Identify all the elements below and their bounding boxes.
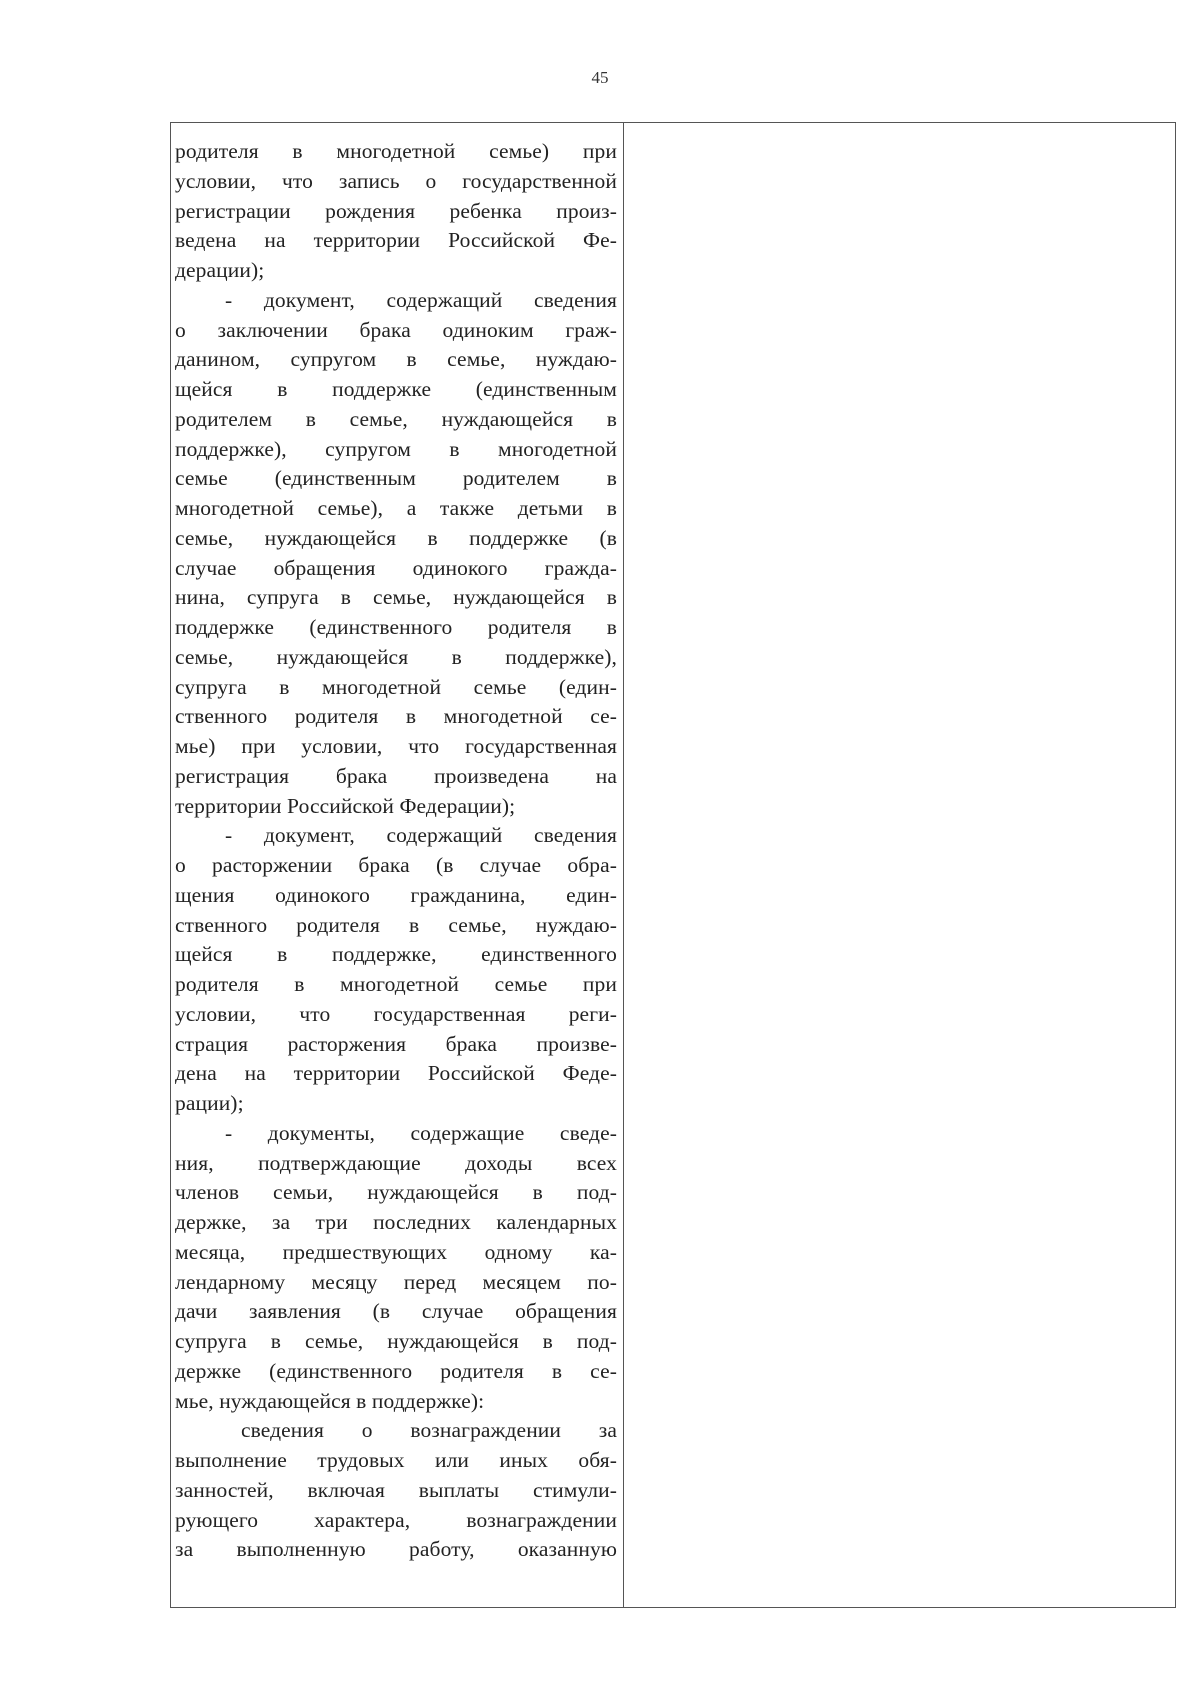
text-line: держке (единственного родителя в се-: [175, 1358, 617, 1383]
text-line: условии, что государственная реги-: [175, 1001, 617, 1026]
text-line: условии, что запись о государственной: [175, 168, 617, 193]
text-line: щения одинокого гражданина, един-: [175, 882, 617, 907]
page-number: 45: [591, 68, 609, 87]
text-line: регистрация брака произведена на: [175, 763, 617, 788]
text-line: сведения о вознаграждении за: [241, 1418, 617, 1443]
text-line: ния, подтверждающие доходы всех: [175, 1150, 617, 1175]
text-line: выполнение трудовых или иных обя-: [175, 1448, 617, 1472]
text-line: щейся в поддержке, единственного: [175, 942, 617, 967]
text-line: ственного родителя в семье, нуждаю-: [175, 912, 617, 937]
text-line: мье) при условии, что государственная: [175, 734, 617, 758]
text-line: семье, нуждающейся в поддержке),: [175, 644, 617, 669]
text-line: дачи заявления (в случае обращения: [175, 1299, 617, 1324]
text-line: семье (единственным родителем в: [175, 466, 617, 491]
text-line: лендарному месяцу перед месяцем по-: [175, 1269, 617, 1294]
text-line: мье, нуждающейся в поддержке):: [175, 1388, 485, 1413]
text-line: щейся в поддержке (единственным: [175, 377, 617, 401]
text-line: данином, супругом в семье, нуждаю-: [175, 347, 617, 372]
right-cell-empty: [625, 123, 1175, 1607]
text-line: поддержке), супругом в многодетной: [175, 436, 617, 461]
text-line: многодетной семье), а также детьми в: [175, 496, 617, 520]
text-line: за выполненную работу, оказанную: [175, 1537, 617, 1562]
text-line: супруга в многодетной семье (един-: [175, 674, 617, 699]
text-line: нина, супруга в семье, нуждающейся в: [175, 585, 617, 610]
text-line: - документы, содержащие сведе-: [225, 1120, 617, 1145]
text-line: членов семьи, нуждающейся в под-: [175, 1180, 617, 1205]
text-line: супруга в семье, нуждающейся в под-: [175, 1329, 617, 1353]
text-line: о расторжении брака (в случае обра-: [175, 853, 617, 877]
text-line: - документ, содержащий сведения: [225, 287, 617, 312]
text-line: поддержке (единственного родителя в: [175, 615, 617, 639]
text-line: - документ, содержащий сведения: [225, 823, 617, 848]
text-line: регистрации рождения ребенка произ-: [175, 198, 617, 223]
text-line: страция расторжения брака произве-: [175, 1031, 617, 1056]
text-line: дена на территории Российской Феде-: [175, 1061, 617, 1086]
text-line: родителя в многодетной семье при: [175, 972, 617, 996]
text-line: ственного родителя в многодетной се-: [175, 704, 617, 729]
text-line: дерации);: [175, 258, 265, 282]
text-line: рации);: [175, 1091, 244, 1115]
text-line: родителем в семье, нуждающейся в: [175, 406, 617, 431]
document-table: [170, 122, 1176, 1608]
text-line: занностей, включая выплаты стимули-: [175, 1477, 617, 1502]
text-line: ведена на территории Российской Фе-: [175, 228, 617, 253]
text-line: территории Российской Федерации);: [175, 793, 516, 818]
left-cell-text: [175, 137, 617, 1565]
text-line: месяца, предшествующих одному ка-: [175, 1239, 617, 1264]
column-divider: [623, 123, 624, 1607]
text-line: рующего характера, вознаграждении: [175, 1507, 617, 1532]
text-line: семье, нуждающейся в поддержке (в: [175, 525, 617, 550]
text-line: о заключении брака одиноким граж-: [175, 317, 617, 342]
text-line: держке, за три последних календарных: [175, 1210, 617, 1234]
text-line: случае обращения одинокого гражда-: [175, 555, 617, 580]
text-line: родителя в многодетной семье) при: [175, 139, 617, 163]
